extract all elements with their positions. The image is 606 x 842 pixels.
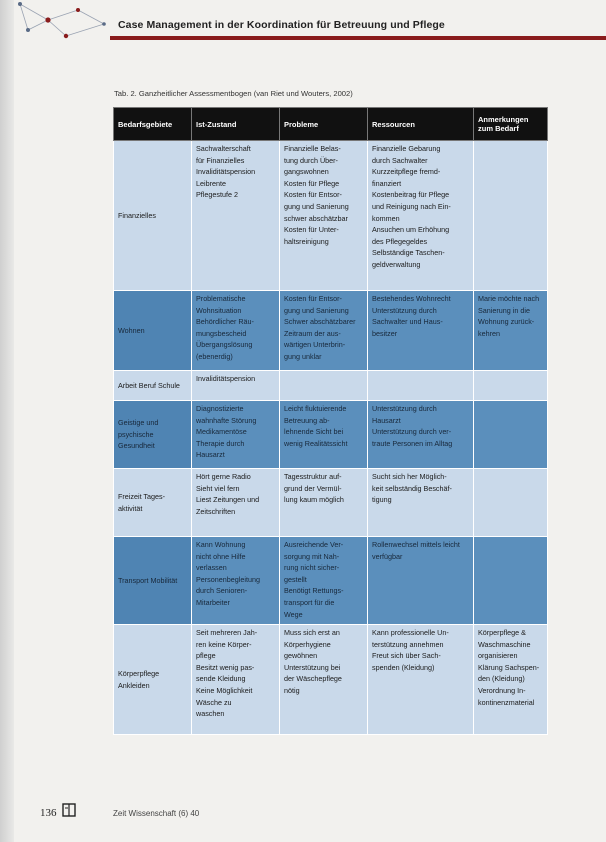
cell-line: Muss sich erst an [284, 628, 340, 637]
cell-line: Körperhygiene [284, 639, 331, 649]
cell-line: Kosten für Pflege [284, 178, 340, 188]
cell-line: Besitzt wenig pas- [196, 662, 255, 672]
table-cell-ist [192, 625, 280, 735]
cell-line: Bestehendes Wohnrecht [372, 294, 451, 303]
assessment-table [113, 107, 548, 735]
cell-line: rung nicht sicher- [284, 563, 340, 573]
cell-line: Mitarbeiter [196, 597, 230, 607]
cell-line: gung unklar [284, 351, 322, 361]
page-edge [0, 0, 14, 842]
table-cell-ressourcen [368, 141, 474, 291]
column-header: Ist-Zustand [192, 108, 280, 141]
cell-line: lung kaum möglich [284, 495, 344, 505]
cell-line: Sanierung in die [478, 305, 530, 315]
header-title: Case Management in der Koordination für Betreuung und Pflege [118, 19, 445, 31]
cell-line: sende Kleidung [196, 674, 246, 684]
cell-line: Schwer abschätzbarer [284, 317, 356, 327]
cell-line: Selbständige Taschen- [372, 248, 445, 258]
cell-line: transport für die [284, 597, 335, 607]
cell-line: mungsbescheid [196, 328, 247, 338]
cell-line: grund der Vermül- [284, 483, 342, 493]
cell-line: Invaliditätspension [196, 167, 256, 177]
cell-line: Wäsche zu [196, 697, 232, 707]
cell-line: ren keine Körper- [196, 639, 252, 649]
assessment-table-wrapper [113, 107, 547, 735]
table-cell-ist [192, 141, 280, 291]
table-body [114, 141, 548, 735]
cell-line: Liest Zeitungen und [196, 495, 260, 505]
book-icon [62, 803, 76, 817]
table-caption: Tab. 2. Ganzheitlicher Assessmentbogen (van Riet und Wouters, 2002) [114, 89, 353, 98]
table-cell-anmerkungen [474, 141, 548, 291]
cell-line: Leicht fluktuierende [284, 404, 347, 413]
table-cell-area: Arbeit Beruf Schule [114, 371, 192, 401]
cell-line: schwer abschätzbar [284, 213, 348, 223]
table-row [114, 469, 548, 537]
cell-line: Unterstützung durch [372, 404, 437, 413]
table-cell-anmerkungen [474, 625, 548, 735]
cell-line: Kosten für Entsor- [284, 294, 342, 303]
cell-line: besitzer [372, 328, 398, 338]
cell-line: haltsreinigung [284, 236, 329, 246]
cell-line: und Reinigung nach Ein- [372, 201, 451, 211]
cell-line: tigung [372, 495, 392, 505]
cell-line: spenden (Kleidung) [372, 662, 435, 672]
cell-line: kommen [372, 213, 400, 223]
cell-line: Übergangslösung [196, 340, 253, 350]
cell-line: Seit mehreren Jah- [196, 628, 258, 637]
cell-line: Ausreichende Ver- [284, 540, 344, 549]
table-cell-area: Wohnen [114, 291, 192, 371]
cell-line: Klärung Sachspen- [478, 662, 540, 672]
table-cell-area: Körperpflege Ankleiden [114, 625, 192, 735]
table-cell-ist [192, 291, 280, 371]
cell-line: verlassen [196, 563, 227, 573]
cell-line: der Wäschepflege [284, 674, 342, 684]
cell-line: Unterstützung bei [284, 662, 341, 672]
cell-line: nötig [284, 685, 300, 695]
cell-line: Rollenwechsel mittels leicht [372, 540, 460, 549]
cell-line: Benötigt Rettungs- [284, 586, 344, 596]
cell-line: gung und Sanierung [284, 201, 349, 211]
table-cell-anmerkungen [474, 291, 548, 371]
journal-footer: Zeit Wissenschaft (6) 40 [113, 809, 200, 818]
cell-line: durch Senioren- [196, 586, 248, 596]
cell-line: verfügbar [372, 551, 403, 561]
cell-line: Medikamentöse [196, 427, 247, 437]
cell-line: Unterstützung durch [372, 305, 437, 315]
cell-line: kontinenzmaterial [478, 697, 535, 707]
table-cell-probleme [280, 537, 368, 625]
table-row [114, 141, 548, 291]
table-cell-anmerkungen [474, 401, 548, 469]
cell-line: Finanzielle Belas- [284, 144, 341, 153]
cell-line: Zeitschriften [196, 506, 236, 516]
cell-line: Zeitraum der aus- [284, 328, 341, 338]
cell-line: durch Sachwalter [372, 155, 428, 165]
cell-line: sorgung mit Nah- [284, 551, 340, 561]
cell-line: traute Personen im Alltag [372, 438, 453, 448]
table-row [114, 401, 548, 469]
cell-line: Kann Wohnung [196, 540, 246, 549]
cell-line: Kostenbeitrag für Pflege [372, 190, 450, 200]
table-cell-probleme [280, 291, 368, 371]
cell-line: Keine Möglichkeit [196, 685, 253, 695]
table-cell-probleme [280, 625, 368, 735]
cell-line: finanziert [372, 178, 402, 188]
cell-line: Problematische [196, 294, 246, 303]
table-cell-ressourcen [368, 625, 474, 735]
cell-line: pflege [196, 651, 216, 661]
cell-line: lehnende Sicht bei [284, 427, 344, 437]
table-cell-area: Transport Mobilität [114, 537, 192, 625]
cell-line: Verordnung In- [478, 685, 526, 695]
cell-line: Freut sich über Sach- [372, 651, 441, 661]
cell-line: gangswohnen [284, 167, 329, 177]
table-cell-area: Geistige und psychische Gesundheit [114, 401, 192, 469]
column-header: Bedarfsgebiete [114, 108, 192, 141]
cell-line: kehren [478, 328, 500, 338]
cell-line: terstützung annehmen [372, 639, 444, 649]
cell-line: nicht ohne Hilfe [196, 551, 246, 561]
column-header: Ressourcen [368, 108, 474, 141]
cell-line: Therapie durch [196, 438, 245, 448]
table-cell-probleme [280, 141, 368, 291]
header-rule [110, 36, 606, 40]
cell-line: Körperpflege & [478, 628, 526, 637]
cell-line: wenig Realitätssicht [284, 438, 348, 448]
table-cell-ressourcen [368, 537, 474, 625]
table-cell-ressourcen [368, 291, 474, 371]
cell-line: Unterstützung durch ver- [372, 427, 452, 437]
cell-line: Ansuchen um Erhöhung [372, 225, 450, 235]
cell-line: Sachwalter und Haus- [372, 317, 443, 327]
cell-line: Hausarzt [372, 415, 401, 425]
cell-line: gewöhnen [284, 651, 318, 661]
cell-line: Kosten für Unter- [284, 225, 339, 235]
cell-line: Marie möchte nach [478, 294, 540, 303]
cell-line: Wege [284, 609, 303, 619]
table-cell-probleme [280, 469, 368, 537]
cell-line: Invaliditätspension [196, 374, 256, 383]
table-cell-probleme [280, 371, 368, 401]
table-row [114, 371, 548, 401]
cell-line: Kann professionelle Un- [372, 628, 449, 637]
page-number: 136 [40, 807, 57, 819]
table-cell-anmerkungen [474, 371, 548, 401]
cell-line: Behördlicher Räu- [196, 317, 254, 327]
column-header: Probleme [280, 108, 368, 141]
cell-line: wärtigen Unterbrin- [284, 340, 346, 350]
cell-line: Waschmaschine [478, 639, 531, 649]
cell-line: Hört gerne Radio [196, 472, 251, 481]
cell-line: Kurzzeitpflege fremd- [372, 167, 441, 177]
table-cell-ist [192, 469, 280, 537]
cell-line: Hausarzt [196, 450, 225, 460]
cell-line: waschen [196, 709, 225, 719]
table-cell-area: Finanzielles [114, 141, 192, 291]
table-cell-probleme [280, 401, 368, 469]
table-row [114, 537, 548, 625]
table-cell-ist [192, 401, 280, 469]
table-cell-ressourcen [368, 469, 474, 537]
table-header-row [114, 108, 548, 141]
cell-line: des Pflegegeldes [372, 236, 428, 246]
table-cell-anmerkungen [474, 537, 548, 625]
cell-line: Betreuung ab- [284, 415, 330, 425]
cell-line: für Finanzielles [196, 155, 245, 165]
column-header: Anmerkungen zum Bedarf [474, 108, 548, 141]
table-cell-ressourcen [368, 371, 474, 401]
cell-line: Sachwalterschaft [196, 144, 251, 153]
cell-line: Wohnung zurück- [478, 317, 535, 327]
table-cell-ressourcen [368, 401, 474, 469]
cell-line: tung durch Über- [284, 155, 338, 165]
cell-line: Personenbegleitung [196, 574, 260, 584]
cell-line: Sucht sich her Möglich- [372, 472, 447, 481]
table-cell-ist [192, 371, 280, 401]
cell-line: wahnhafte Störung [196, 415, 257, 425]
cell-line: den (Kleidung) [478, 674, 525, 684]
cell-line: (ebenerdig) [196, 351, 233, 361]
cell-line: geldverwaltung [372, 259, 421, 269]
cell-line: gung und Sanierung [284, 305, 349, 315]
cell-line: gestellt [284, 574, 307, 584]
cell-line: Wohnsituation [196, 305, 242, 315]
table-cell-ist [192, 537, 280, 625]
cell-line: Finanzielle Gebarung [372, 144, 441, 153]
cell-line: keit selbständig Beschäf- [372, 483, 452, 493]
cell-line: Tagesstruktur auf- [284, 472, 342, 481]
table-row [114, 291, 548, 371]
table-cell-area: Freizeit Tages-aktivität [114, 469, 192, 537]
cell-line: organisieren [478, 651, 518, 661]
cell-line: Kosten für Entsor- [284, 190, 342, 200]
table-row [114, 625, 548, 735]
table-cell-anmerkungen [474, 469, 548, 537]
cell-line: Sieht viel fern [196, 483, 240, 493]
cell-line: Diagnostizierte [196, 404, 244, 413]
cell-line: Pflegestufe 2 [196, 190, 238, 200]
cell-line: Leibrente [196, 178, 226, 188]
molecule-decoration [8, 0, 118, 44]
